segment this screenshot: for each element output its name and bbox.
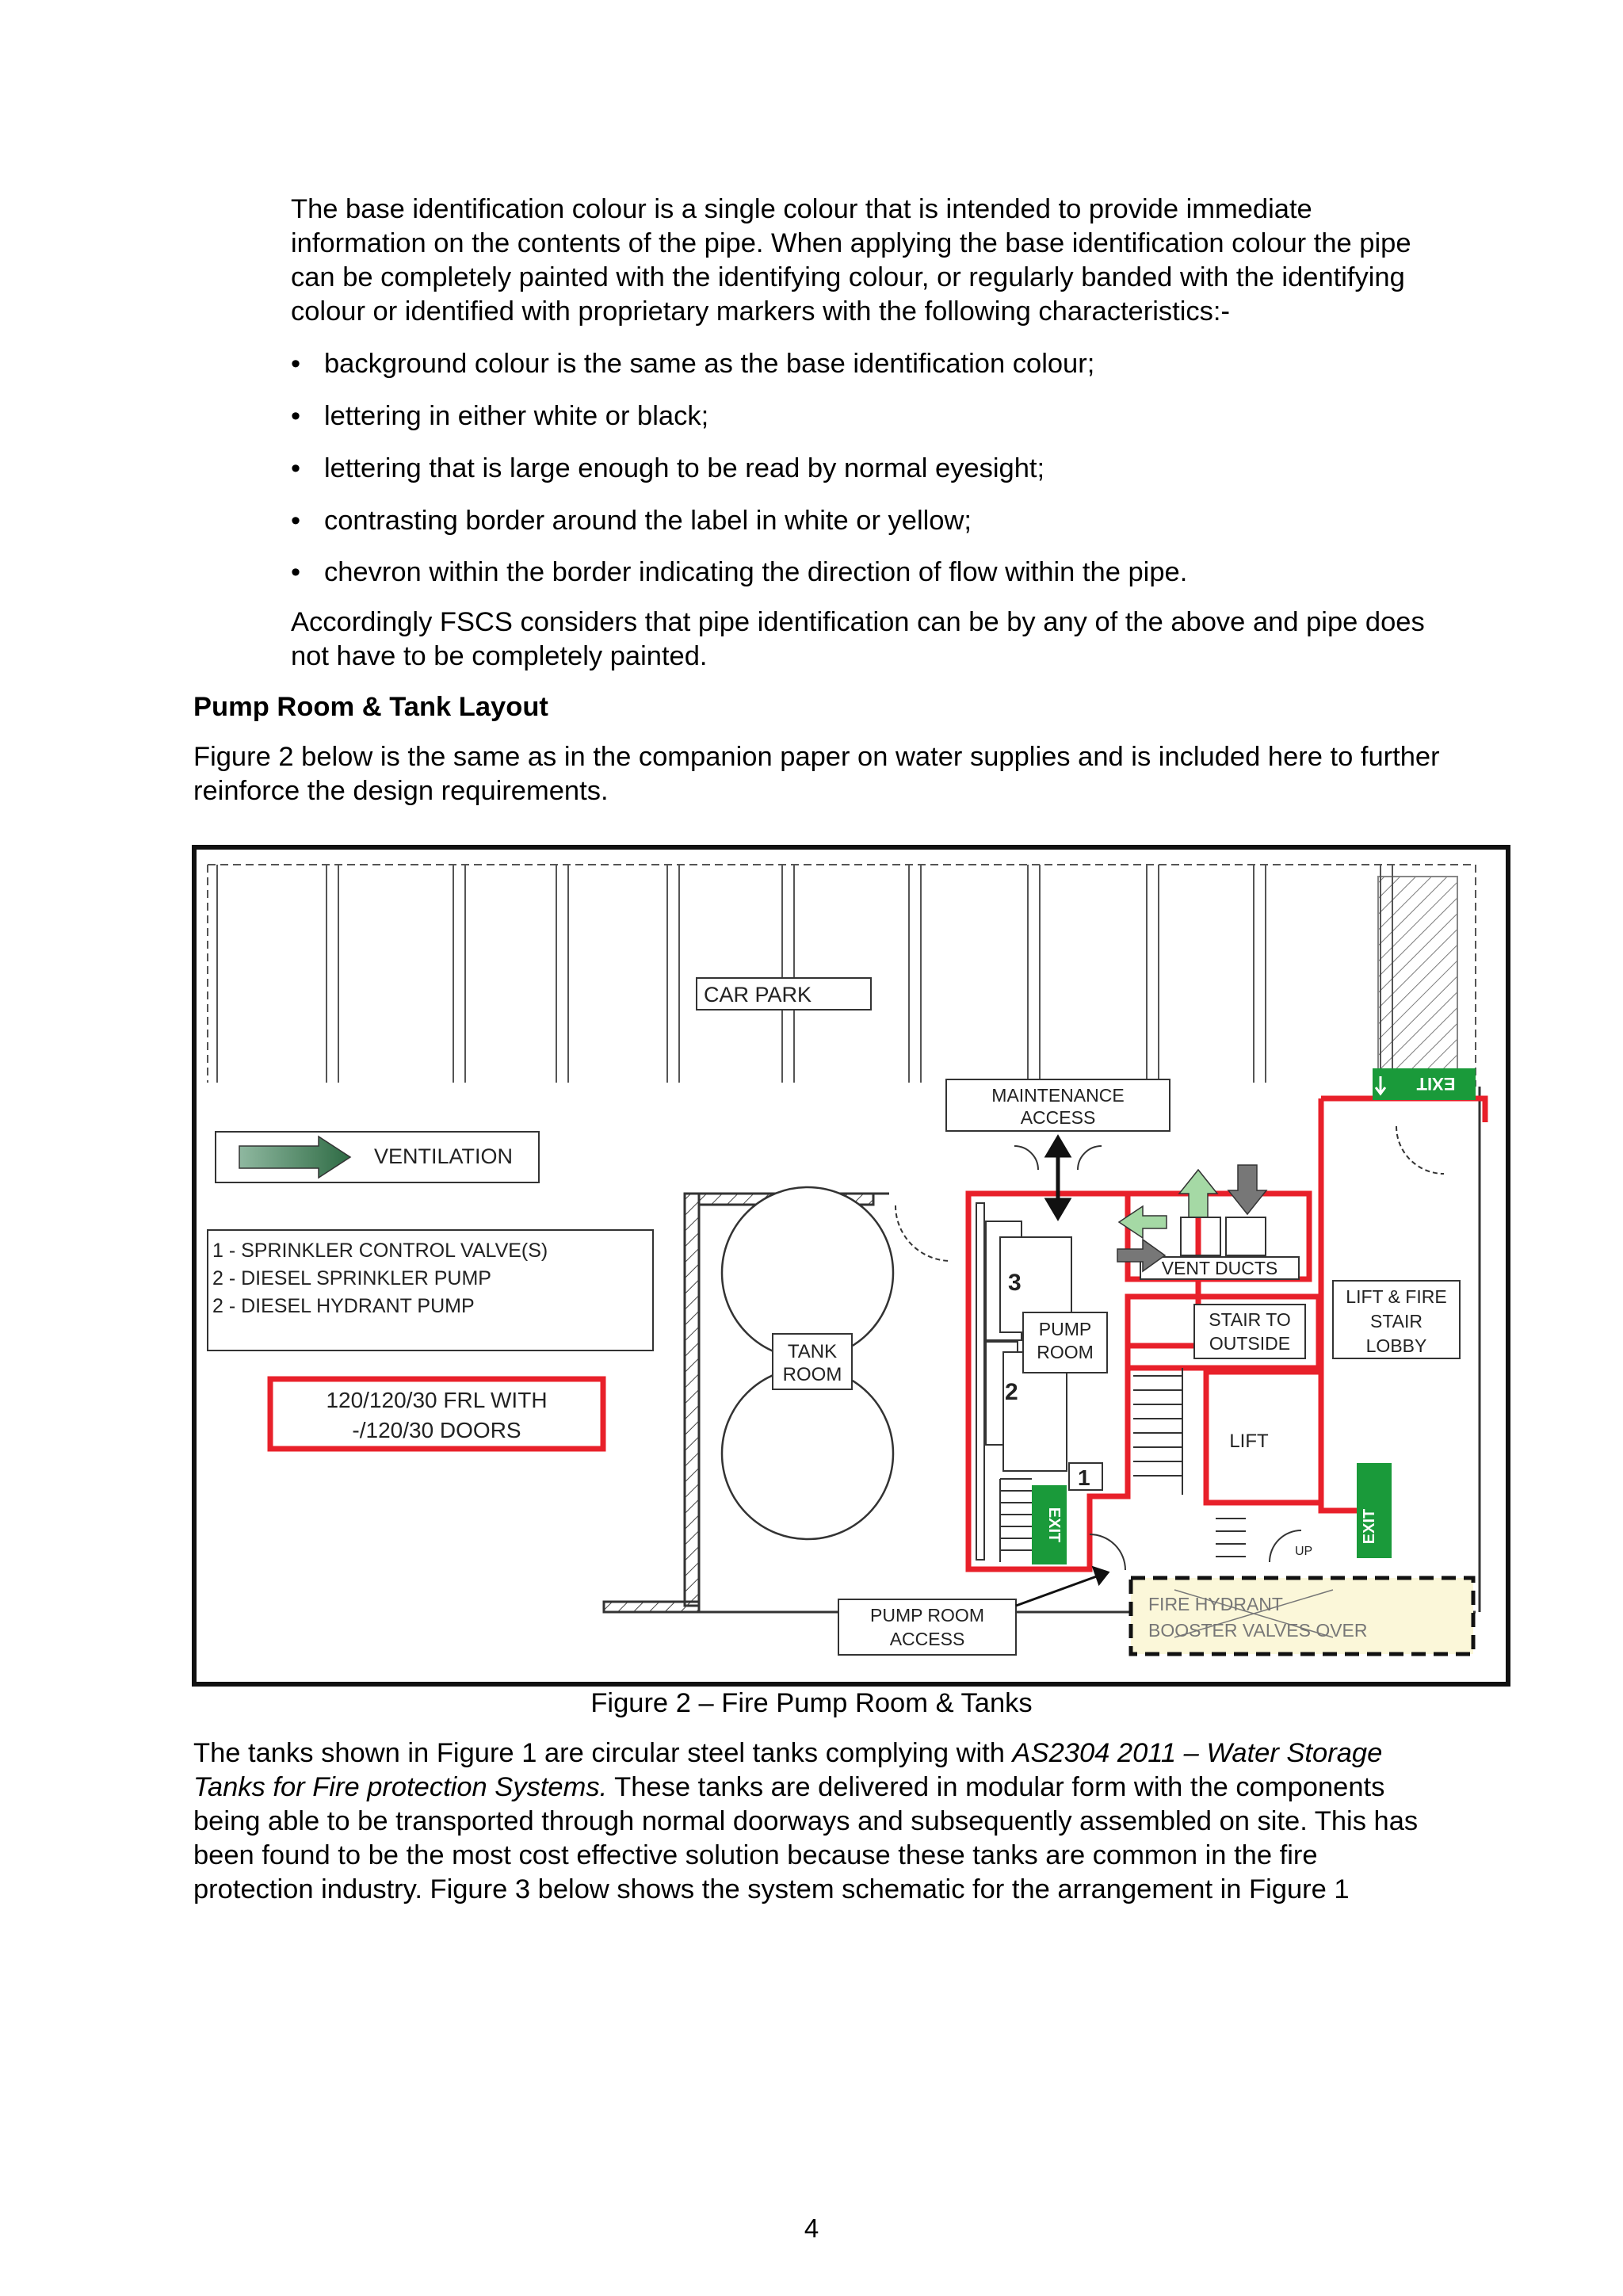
figure-intro-line: reinforce the design requirements. <box>193 776 609 806</box>
lobby-label: LIFT & FIRE <box>1346 1286 1447 1307</box>
booster-valves-area <box>1131 1578 1473 1654</box>
bullet-dot-icon: • <box>291 557 301 587</box>
intro-paragraph <box>291 193 1511 329</box>
bullet-dot-icon: • <box>291 453 301 483</box>
booster-label: FIRE HYDRANT <box>1148 1594 1283 1614</box>
stair-to-outside-label: STAIR TO <box>1209 1309 1291 1330</box>
exit-sign-label: EXIT <box>1045 1507 1063 1543</box>
bullet-text: lettering in either white or black; <box>324 401 709 431</box>
bullet-dot-icon: • <box>291 349 301 379</box>
legend-item: 2 - DIESEL HYDRANT PUMP <box>212 1295 475 1317</box>
valve-number-1: 1 <box>1078 1465 1090 1490</box>
closing-paragraph <box>193 1736 1512 1907</box>
pump-number-3: 3 <box>1008 1270 1022 1296</box>
exit-sign-label: EXIT <box>1416 1074 1456 1094</box>
exit-sign-label: EXIT <box>1361 1508 1378 1545</box>
closing-text: These tanks are delivered in modular form with the components <box>607 1772 1385 1802</box>
closing-line: been found to be the most cost effective solution because these tanks are common in the fire <box>193 1840 1318 1870</box>
lobby-label: STAIR <box>1369 1311 1423 1331</box>
intro-line: information on the contents of the pipe. When applying the base identification colour the pipe <box>291 228 1411 258</box>
bullet-text: contrasting border around the label in white or yellow; <box>324 506 972 536</box>
closing-line: protection industry. Figure 3 below shows the system schematic for the arrangement in Figure 1 <box>193 1874 1350 1904</box>
intro-line: colour or identified with proprietary markers with the following characteristics:- <box>291 296 1230 327</box>
floor-plan-drawing <box>192 845 1510 1687</box>
tank-room-label: ROOM <box>782 1364 842 1385</box>
bullet-dot-icon: • <box>291 401 301 431</box>
bullet-text: lettering that is large enough to be read by normal eyesight; <box>324 453 1045 483</box>
closing-line: being able to be transported through normal doorways and subsequently assembled on site. This has <box>193 1806 1419 1836</box>
maintenance-access-label: MAINTENANCE <box>991 1085 1125 1106</box>
pump-room-label: ROOM <box>1037 1342 1094 1362</box>
pump-number-2: 2 <box>1005 1379 1018 1405</box>
bullet-dot-icon: • <box>291 506 301 536</box>
frl-label: -/120/30 DOORS <box>352 1418 521 1442</box>
pump-room-access-label: PUMP ROOM <box>870 1605 984 1626</box>
closing-line <box>193 1736 1512 1771</box>
figure-intro-line: Figure 2 below is the same as in the companion paper on water supplies and is included here to further <box>193 742 1440 772</box>
closing-text: The tanks shown in Figure 1 are circular steel tanks complying with <box>193 1738 1013 1768</box>
section-heading: Pump Room & Tank Layout <box>193 692 548 722</box>
floor-plan-figure <box>192 845 1510 1687</box>
stair-to-outside-label: OUTSIDE <box>1209 1333 1291 1354</box>
conclusion-line: not have to be completely painted. <box>291 641 708 671</box>
standard-title: AS2304 2011 – Water Storage <box>1012 1738 1383 1768</box>
figure-intro-paragraph <box>193 740 1512 808</box>
closing-line <box>193 1771 1512 1805</box>
tank-upper <box>722 1187 893 1358</box>
lift-label: LIFT <box>1229 1431 1269 1452</box>
maintenance-access-label: ACCESS <box>1020 1107 1096 1128</box>
figure-caption: Figure 2 – Fire Pump Room & Tanks <box>590 1688 1033 1718</box>
standard-title: Tanks for Fire protection Systems. <box>193 1772 608 1802</box>
intro-line: can be completely painted with the identifying colour, or regularly banded with the identifying <box>291 262 1405 292</box>
car-park-label: CAR PARK <box>704 983 812 1007</box>
conclusion-line: Accordingly FSCS considers that pipe identification can be by any of the above and pipe does <box>291 607 1425 637</box>
pump-room-label: PUMP <box>1038 1319 1092 1339</box>
pump-room-access-label: ACCESS <box>889 1629 965 1649</box>
ramp-hatch <box>1378 877 1457 1075</box>
bullet-text: background colour is the same as the base identification colour; <box>324 349 1095 379</box>
legend-item: 2 - DIESEL SPRINKLER PUMP <box>212 1267 491 1289</box>
booster-label: BOOSTER VALVES OVER <box>1148 1620 1368 1641</box>
frl-label: 120/120/30 FRL WITH <box>326 1388 548 1412</box>
tank-room-label: TANK <box>787 1341 838 1362</box>
tank-lower <box>722 1368 893 1539</box>
page-number: 4 <box>804 2214 819 2243</box>
intro-line: The base identification colour is a single colour that is intended to provide immediate <box>291 194 1312 224</box>
bullet-text: chevron within the border indicating the direction of flow within the pipe. <box>324 557 1188 587</box>
lobby-label: LOBBY <box>1365 1335 1427 1356</box>
ventilation-label: VENTILATION <box>374 1144 514 1168</box>
conclusion-paragraph <box>291 606 1511 674</box>
vent-ducts-label: VENT DUCTS <box>1161 1258 1278 1278</box>
up-label: UP <box>1295 1545 1313 1558</box>
legend-item: 1 - SPRINKLER CONTROL VALVE(S) <box>212 1240 548 1262</box>
